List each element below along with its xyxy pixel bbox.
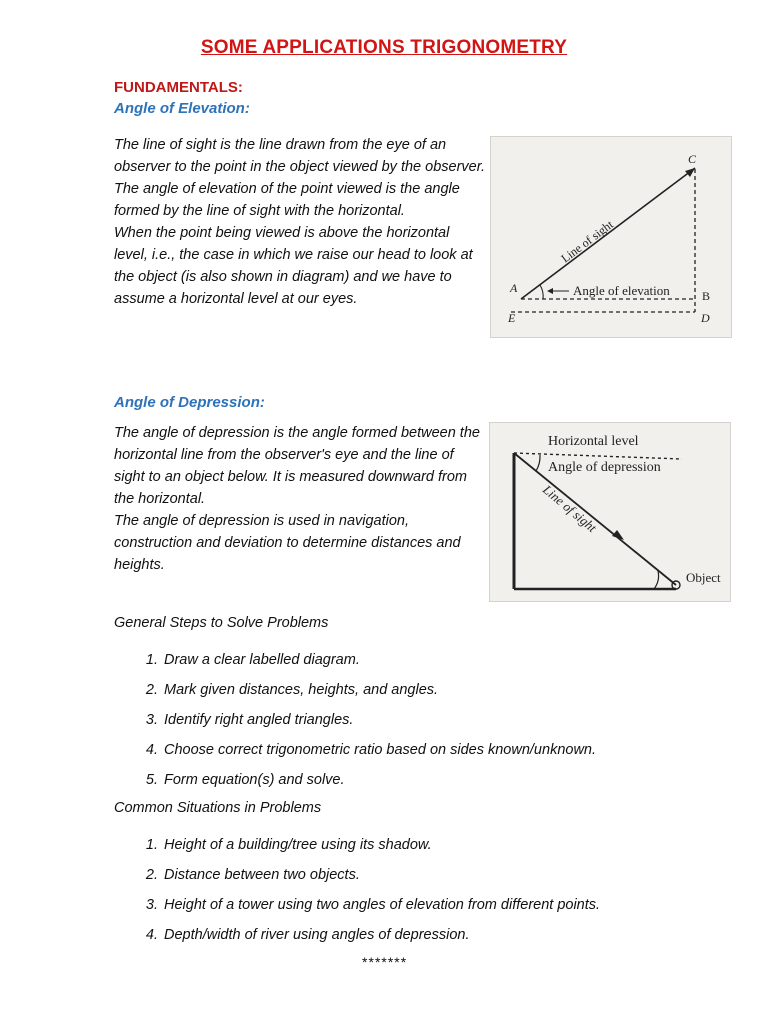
object-angle-arc [654, 571, 659, 589]
elevation-heading: Angle of Elevation: [114, 100, 250, 117]
depression-diagram-svg [490, 423, 730, 601]
object-label: Object [686, 570, 721, 585]
steps-list [114, 645, 596, 795]
list-number: 3. [145, 897, 158, 913]
situations-list [114, 830, 600, 950]
line-of-sight-label: Line of sight [558, 217, 616, 266]
elevation-diagram-svg [491, 137, 731, 337]
horizontal-level-label: Horizontal level [548, 434, 639, 449]
list-text: Form equation(s) and solve. [164, 772, 345, 788]
list-number: 1. [145, 837, 158, 853]
list-number: 1. [145, 652, 158, 668]
list-text: Distance between two objects. [164, 867, 360, 883]
list-item [114, 890, 600, 920]
list-number: 4. [145, 927, 158, 943]
depression-diagram [489, 422, 731, 602]
list-item [114, 735, 596, 765]
list-item [114, 830, 600, 860]
sight-arrowhead [685, 168, 695, 177]
list-number: 2. [145, 682, 158, 698]
page-title: SOME APPLICATIONS TRIGONOMETRY [200, 37, 568, 58]
elevation-line-1: The line of sight is the line drawn from the eye of an observer to the point in the object viewed by the observer. [114, 137, 486, 175]
list-text: Height of a building/tree using its shadow. [164, 837, 432, 853]
line-of-sight-label: Line of sight [540, 481, 600, 536]
depression-heading: Angle of Depression: [114, 394, 265, 411]
list-item [114, 765, 596, 795]
horizontal-level-line [514, 453, 682, 459]
label-c: C [688, 152, 697, 166]
footer-stars: ******* [361, 954, 407, 970]
label-e: E [508, 311, 516, 325]
angle-of-depression-label: Angle of depression [548, 460, 661, 475]
depression-angle-arc [536, 455, 540, 471]
list-item [114, 705, 596, 735]
list-number: 2. [145, 867, 158, 883]
depression-line-2: The angle of depression is used in navigation, construction and deviation to determine distances and heights. [114, 513, 461, 573]
list-text: Depth/width of river using angles of depression. [164, 927, 470, 943]
elevation-line-3: When the point being viewed is above the horizontal level, i.e., the case in which we raise our head to look at the object (is also shown in diagram) and we have to assume a horizontal level at our eyes. [114, 225, 473, 307]
list-text: Draw a clear labelled diagram. [164, 652, 360, 668]
label-d: D [701, 311, 710, 325]
fundamentals-heading: FUNDAMENTALS: [114, 79, 243, 96]
elevation-paragraph [114, 134, 486, 310]
list-item [114, 920, 600, 950]
list-text: Identify right angled triangles. [164, 712, 354, 728]
steps-heading: General Steps to Solve Problems [114, 615, 329, 631]
list-number: 3. [145, 712, 158, 728]
list-text: Mark given distances, heights, and angles. [164, 682, 439, 698]
list-number: 5. [145, 772, 158, 788]
elevation-line-2: The angle of elevation of the point viewed is the angle formed by the line of sight with the horizontal. [114, 181, 460, 219]
list-item [114, 860, 600, 890]
elevation-angle-arc [540, 285, 543, 299]
angle-pointer-head [547, 288, 553, 294]
label-b: B [702, 289, 711, 303]
label-a: A [510, 281, 518, 295]
situations-heading: Common Situations in Problems [114, 800, 322, 816]
depression-paragraph [114, 422, 486, 576]
list-item [114, 645, 596, 675]
angle-of-elevation-label: Angle of elevation [573, 283, 670, 298]
list-number: 4. [145, 742, 158, 758]
depression-line-1: The angle of depression is the angle formed between the horizontal line from the observer's eye and the line of sight to an object below. It is measured downward from the horizontal. [114, 425, 480, 507]
list-item [114, 675, 596, 705]
list-text: Choose correct trigonometric ratio based on sides known/unknown. [164, 742, 597, 758]
elevation-diagram [490, 136, 732, 338]
list-text: Height of a tower using two angles of elevation from different points. [164, 897, 601, 913]
